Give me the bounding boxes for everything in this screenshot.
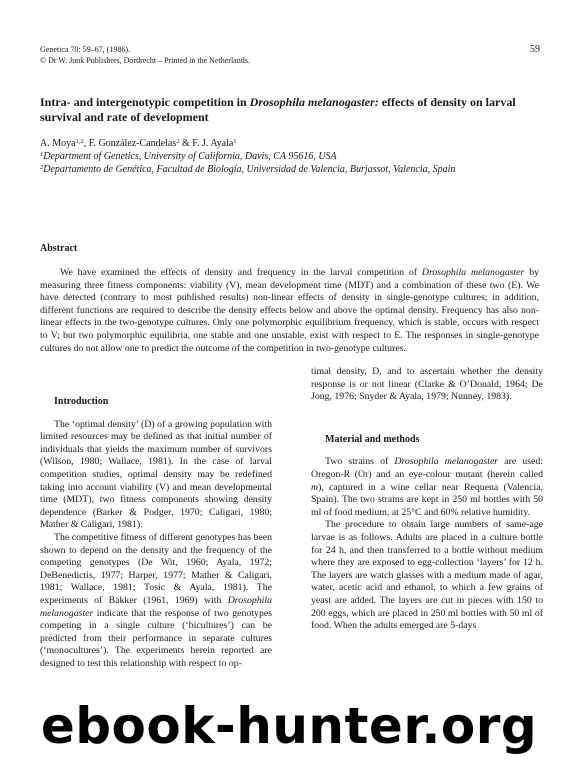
abstract-text-1: We have examined the effects of density and frequency in the larval competition of xyxy=(60,267,422,278)
affiliation-2 xyxy=(40,164,550,177)
affiliation-1-sup: 1 xyxy=(40,150,44,158)
title-species: Drosophila melanogaster: xyxy=(249,95,379,109)
methods-heading: Material and methods xyxy=(325,433,420,445)
author-gonzalez-sup: 2 xyxy=(176,138,180,145)
author-list xyxy=(40,138,550,151)
abstract-species: Drosophila melanogaster xyxy=(421,267,525,278)
intro-species: Drosophila melanogaster xyxy=(40,594,272,619)
affiliation-2-text: Departamento de Genética, Facultad de Biología, Universidad de Valencia, Burjassot, Valencia, Spain xyxy=(43,163,456,175)
abstract-text xyxy=(40,267,539,355)
left-column xyxy=(40,396,272,670)
methods-mutant-symbol: m xyxy=(311,481,319,493)
methods-paragraph-2: The procedure to obtain large numbers of same-age larvae is as follows. Adults are placed in a culture bottle for 24 h, and then transferred to a bottle without medium where they are exposed to egg-collection ‘layers’ for 12 h. The layers are watch glasses with a medium made of agar, water, acetic acid and ethanol, to which a few grains of yeast are added. The layers are cut in pieces with 150 to 200 eggs, which are placed in 250 ml bottles with 50 ml of food. When the adults emerged are 5-days xyxy=(311,519,543,632)
methods-species: Drosophila melanogaster xyxy=(394,456,499,468)
intro-paragraph-2-a: The competitive fitness of different genotypes has been shown to depend on the density and the frequency of the competing genotypes (De Wit, 1960; Ayala, 1972; DeBenedictis, 1977; Harper, 1977; Mather & Caligari, 1981; Wallace, 1981; Tosic & Ayala, 1981). The experiments of Bakker (1961, 1969) with xyxy=(40,531,272,606)
author-ayala: & F. J. Ayala xyxy=(179,138,234,149)
article-title xyxy=(40,95,540,124)
affiliation-1-text: Department of Genetics, University of California, Davis, CA 95616, USA xyxy=(43,150,337,162)
author-gonzalez: , F. González-Candelas xyxy=(83,138,177,149)
title-part-2: effects of density on larval survival and rate of development xyxy=(40,95,516,124)
title-part-1: Intra- and intergenotypic competition in xyxy=(40,95,250,109)
author-block xyxy=(40,138,550,176)
methods-p1-b: are used: Oregon-R (Or) and an eye-colour mutant (herein called xyxy=(311,456,543,480)
intro-continuation: timal density, D, and to ascertain whether the density response is or not linear (Clarke & O’Donald, 1964; De Jong, 1976; Snyder & Ayala, 1979; Nunney, 1983). xyxy=(311,366,543,403)
intro-paragraph-2 xyxy=(40,532,272,671)
affiliation-2-sup: 2 xyxy=(40,163,44,171)
author-ayala-sup: 1 xyxy=(233,138,237,145)
page-number: 59 xyxy=(530,44,540,55)
journal-citation: Genetica 70: 59–67, (1986). xyxy=(40,45,130,54)
intro-paragraph-1: The ‘optimal density’ (D) of a growing population with limited resources may be defined as that initial number of individuals that yields the maximum number of survivors (Wilson, 1980; Wallace, 1981). In the case of larval competition studies, optimal density may be redefined taking into account viability (V) and mean developmental time (MDT), two fitness components showing density dependence (Barker & Podger, 1970; Caligari, 1980; Mather & Caligari, 1981). xyxy=(40,418,272,531)
author-moya: A. Moya xyxy=(40,138,76,149)
publisher-line: © Dr W. Junk Publishers, Dordrecht – Printed in the Netherlands. xyxy=(40,56,250,65)
affiliation-1 xyxy=(40,151,550,164)
abstract-heading: Abstract xyxy=(40,243,78,254)
methods-p1-c: ), captured in a wine cellar near Requena (Valencia, Spain). The two strains are kept in 250 ml bottles with 50 ml of food medium, at 25°C and 60% relative humidity. xyxy=(311,481,543,518)
journal-header xyxy=(40,44,540,66)
intro-paragraph-2-b: indicate that the response of two genotypes competing in a single culture (‘bicultures’) can be predicted from their performance in separate cultures (‘monocultures’). The experiments herein reported are designed to test this relationship with respect to op- xyxy=(40,607,272,669)
watermark-text: ebook-hunter.org xyxy=(40,697,538,755)
abstract-text-2: by measuring three fitness components: viability (V), mean development time (MDT) and a combination of these two (E). We have detected (contrary to most published results) non-linear effects of density in single-genotype cultures; in addition, different functions are required to describe the density effects below and above the optimal density. Frequency has also non-linear effects in the two-genotype cultures. Only one polymorphic equilibrium frequency, which is stable, occurs with respect to V; but two polymorphic equilibria, one stable and one unstable, exist with respect to E. The responses in single-genotype cultures do not allow one to predict the outcome of the competition in two-genotype cultures. xyxy=(40,267,539,354)
introduction-heading: Introduction xyxy=(54,396,109,407)
author-moya-sup: 1,2 xyxy=(75,138,84,145)
methods-p1-a: Two strains of xyxy=(325,456,395,468)
right-column xyxy=(311,366,543,633)
methods-paragraph-1 xyxy=(311,456,543,519)
